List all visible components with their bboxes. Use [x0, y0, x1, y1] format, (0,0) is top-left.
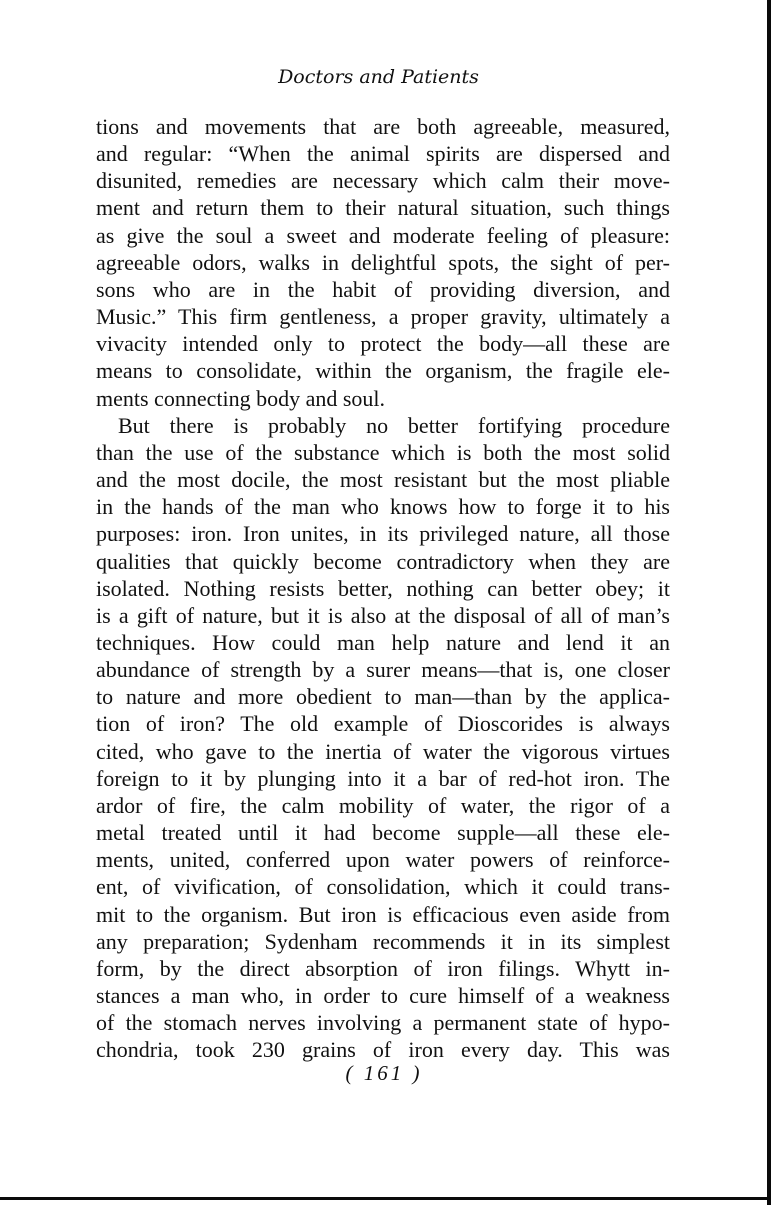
text-line: techniques. How could man help nature and lend it an [96, 629, 670, 655]
text-line: means to consolidate, within the organism, the fragile ele- [96, 358, 670, 384]
text-line: mit to the organism. But iron is efficacious even aside from [96, 901, 670, 927]
text-line: to nature and more obedient to man—than by the applica- [96, 684, 670, 710]
scan-edge-bottom [0, 1197, 771, 1200]
text-line: chondria, took 230 grains of iron every day. This was [96, 1037, 670, 1063]
text-line: But there is probably no better fortifying procedure [118, 412, 670, 438]
text-line: is a gift of nature, but it is also at the disposal of all of man’s [96, 602, 670, 628]
text-line: cited, who gave to the inertia of water the vigorous virtues [96, 738, 670, 764]
text-line: tion of iron? The old example of Dioscorides is always [96, 711, 670, 737]
text-line: tions and movements that are both agreeable, measured, [96, 114, 670, 139]
text-line: any preparation; Sydenham recommends it in its simplest [96, 928, 670, 954]
text-line: Music.” This firm gentleness, a proper gravity, ultimately a [96, 304, 670, 330]
text-line: sons who are in the habit of providing diversion, and [96, 276, 670, 302]
scan-edge-right [767, 0, 771, 1205]
text-line: ardor of fire, the calm mobility of water, the rigor of a [96, 792, 670, 818]
page-number: ( 161 ) [345, 1061, 423, 1085]
text-line: agreeable odors, walks in delightful spots, the sight of per- [96, 249, 670, 275]
text-line: metal treated until it had become supple—all these ele- [96, 820, 670, 846]
text-line: ment and return them to their natural situation, such things [96, 195, 670, 221]
text-line: and regular: “When the animal spirits are dispersed and [96, 141, 670, 167]
text-line: ments, united, conferred upon water powers of reinforce- [96, 847, 670, 873]
text-line: isolated. Nothing resists better, nothing can better obey; it [96, 575, 670, 601]
body-text [96, 113, 670, 1063]
text-line: purposes: iron. Iron unites, in its privileged nature, all those [96, 521, 670, 547]
running-header: Doctors and Patients [278, 66, 479, 88]
text-line: ments connecting body and soul. [96, 385, 386, 411]
text-line: in the hands of the man who knows how to forge it to his [96, 494, 670, 520]
text-line: stances a man who, in order to cure himself of a weakness [96, 983, 670, 1008]
text-line: than the use of the substance which is both the most solid [96, 439, 670, 465]
text-line: disunited, remedies are necessary which calm their move- [96, 168, 670, 194]
text-line: abundance of strength by a surer means—that is, one closer [96, 657, 670, 683]
text-line: and the most docile, the most resistant but the most pliable [96, 467, 670, 493]
text-line: ent, of vivification, of consolidation, which it could trans- [96, 874, 670, 900]
text-line: as give the soul a sweet and moderate feeling of pleasure: [96, 222, 670, 248]
text-line: form, by the direct absorption of iron filings. Whytt in- [96, 955, 670, 981]
text-line: foreign to it by plunging into it a bar of red-hot iron. The [96, 765, 670, 791]
text-line: qualities that quickly become contradictory when they are [96, 548, 670, 574]
text-line: vivacity intended only to protect the body—all these are [96, 331, 670, 357]
text-line: of the stomach nerves involving a permanent state of hypo- [96, 1010, 670, 1036]
